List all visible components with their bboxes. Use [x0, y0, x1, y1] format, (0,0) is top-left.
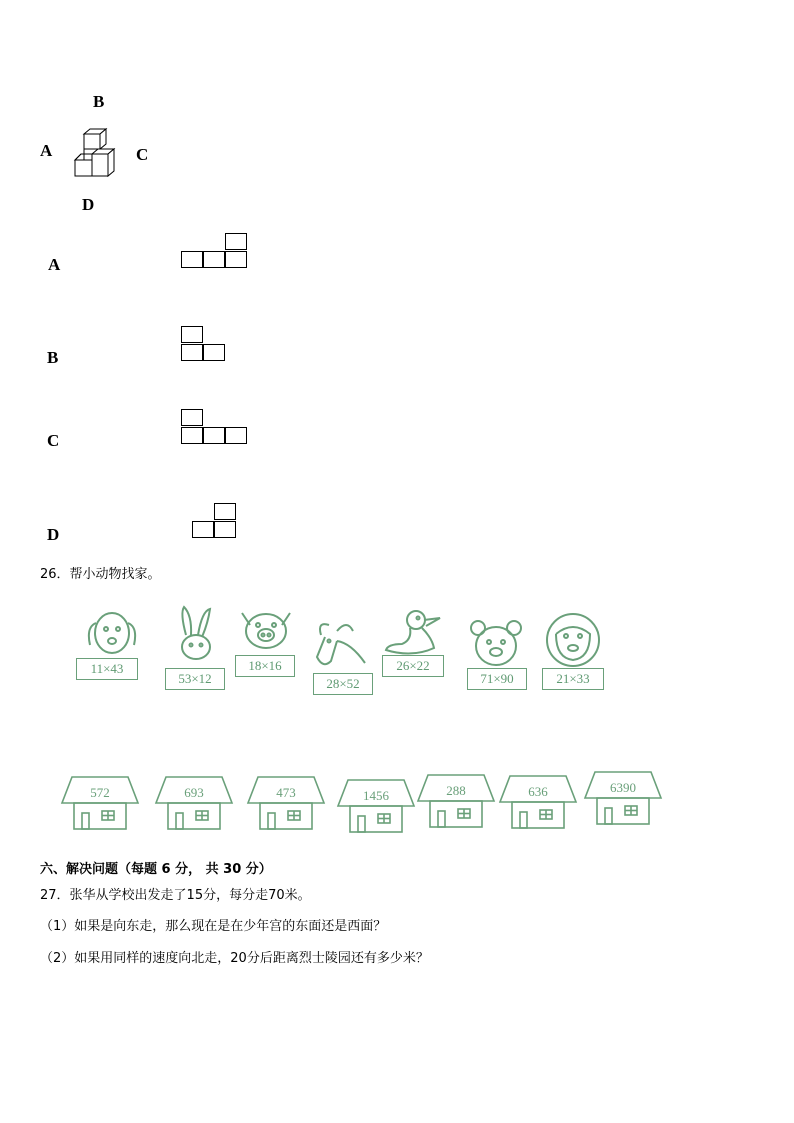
bear-icon — [468, 618, 524, 670]
house-number: 288 — [446, 783, 466, 798]
animal-expr-goat: 28×52 — [313, 673, 373, 695]
figure-label-right: C — [136, 145, 149, 164]
duck-icon — [382, 608, 446, 660]
house-number: 693 — [184, 785, 204, 800]
animal-expr-bear: 71×90 — [467, 668, 527, 690]
option-a-label: A — [48, 255, 61, 274]
pig-icon — [236, 603, 296, 655]
house-number: 572 — [90, 785, 110, 800]
question-26-title: 26．帮小动物找家。 — [40, 567, 161, 582]
goat-icon — [307, 617, 373, 675]
animal-expr-monkey: 21×33 — [542, 668, 604, 690]
option-c-label: C — [47, 431, 60, 450]
animal-expr-dog: 11×43 — [76, 658, 138, 680]
question-27-stem: 27．张华从学校出发走了15分，每分走70米。 — [40, 888, 311, 903]
figure-label-bottom: D — [82, 195, 95, 214]
house-icon — [416, 771, 496, 831]
option-b-label: B — [47, 348, 59, 367]
house-icon — [583, 768, 663, 828]
house-636 — [498, 772, 578, 832]
house-number: 1456 — [363, 788, 389, 803]
house-number: 473 — [276, 785, 296, 800]
section-6-heading: 六、解决问题（每题 6 分， 共 30 分） — [40, 862, 272, 877]
house-icon — [246, 773, 326, 833]
house-572 — [60, 773, 140, 833]
animal-expr-pig: 18×16 — [235, 655, 295, 677]
house-number: 636 — [528, 784, 548, 799]
monkey-icon — [540, 610, 606, 670]
house-icon — [336, 776, 416, 836]
house-icon — [60, 773, 140, 833]
question-27-part-1: （1）如果是向东走，那么现在是在少年宫的东面还是西面？ — [40, 919, 387, 934]
house-icon — [154, 773, 234, 833]
dog-icon — [82, 605, 142, 660]
house-6390 — [583, 768, 663, 828]
rabbit-icon — [166, 605, 226, 670]
animal-expr-rabbit: 53×12 — [165, 668, 225, 690]
option-d-label: D — [47, 525, 60, 544]
house-288 — [416, 771, 496, 831]
question-27-part-2: （2）如果用同样的速度向北走，20分后距离烈士陵园还有多少米？ — [40, 951, 429, 966]
house-icon — [498, 772, 578, 832]
house-1456 — [336, 776, 416, 836]
house-693 — [154, 773, 234, 833]
house-number: 6390 — [610, 780, 636, 795]
animal-expr-duck: 26×22 — [382, 655, 444, 677]
figure-label-left: A — [40, 141, 53, 160]
cube-stack-figure — [72, 126, 122, 180]
house-473 — [246, 773, 326, 833]
figure-label-top: B — [93, 92, 105, 111]
